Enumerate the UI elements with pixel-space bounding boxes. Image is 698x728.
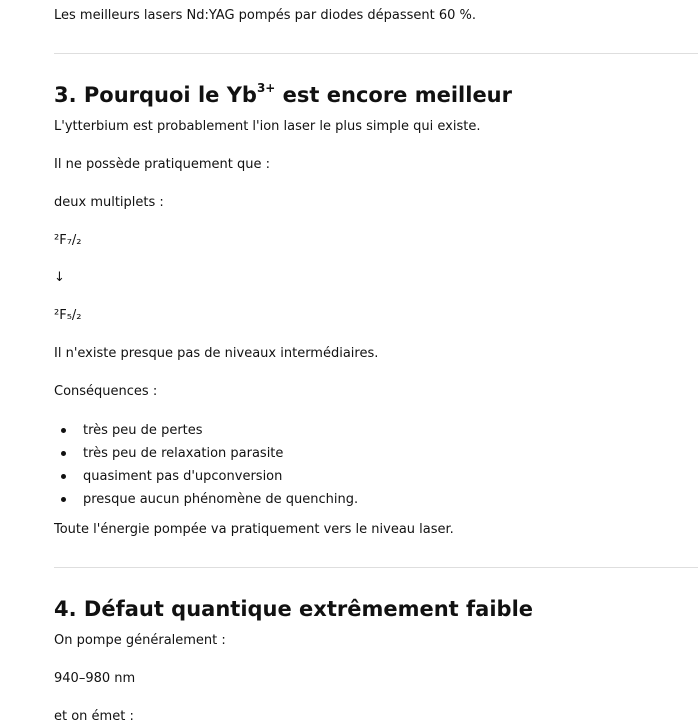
list-item-text: très peu de relaxation parasite (83, 446, 284, 461)
bullet-icon (61, 451, 66, 456)
transition-arrow: ↓ (54, 270, 65, 285)
paragraph: deux multiplets : (54, 195, 164, 210)
section-divider (54, 567, 698, 568)
paragraph: et on émet : (54, 709, 134, 724)
energy-level-upper: ²F₅/₂ (54, 308, 82, 323)
intro-paragraph: Les meilleurs lasers Nd:YAG pompés par diodes dépassent 60 %. (54, 8, 476, 23)
bullet-icon (61, 474, 66, 479)
section-divider (54, 53, 698, 54)
list-item (54, 419, 358, 442)
list-item (54, 465, 358, 488)
list-item-text: presque aucun phénomène de quenching. (83, 492, 359, 507)
bullet-icon (61, 497, 66, 502)
paragraph: Conséquences : (54, 384, 158, 399)
bullet-icon (61, 428, 66, 433)
paragraph: Toute l'énergie pompée va pratiquement vers le niveau laser. (54, 522, 454, 537)
paragraph: Il n'existe presque pas de niveaux intermédiaires. (54, 346, 379, 361)
list-item-text: quasiment pas d'upconversion (83, 469, 283, 484)
paragraph: 940–980 nm (54, 671, 136, 686)
paragraph: L'ytterbium est probablement l'ion laser le plus simple qui existe. (54, 119, 481, 134)
section-3-heading-text: 3. Pourquoi le Yb (54, 83, 257, 107)
section-4-heading: 4. Défaut quantique extrêmement faible (54, 597, 534, 621)
section-3-heading-superscript: 3+ (256, 81, 276, 95)
paragraph: On pompe généralement : (54, 633, 226, 648)
list-item-text: très peu de pertes (83, 423, 203, 438)
list-item (54, 488, 358, 511)
list-item (54, 442, 358, 465)
consequences-list (54, 419, 358, 511)
paragraph: Il ne possède pratiquement que : (54, 157, 270, 172)
section-3-heading (54, 81, 512, 109)
section-3-heading-text-end: est encore meilleur (275, 83, 512, 107)
energy-level-lower: ²F₇/₂ (54, 233, 82, 248)
